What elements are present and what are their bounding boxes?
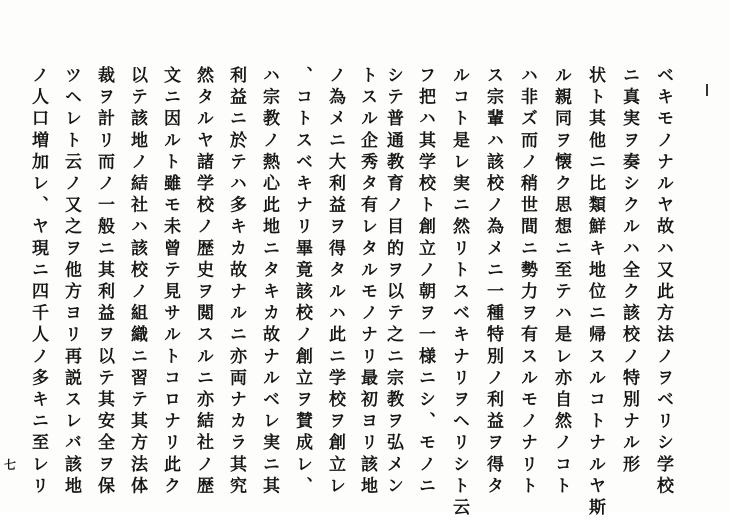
text-column-left-9: ツヘレト云ノ又之ヲ他方ヨリ再説スレバ該地 xyxy=(61,66,81,498)
text-column-right-8: フ把ハ其学校ト創立ノ朝ヲ一様ニシ、モノニ xyxy=(415,66,435,498)
page-number: 七 xyxy=(4,458,17,472)
text-column-right-1: ベキモノナルヤ故ハ又此方法ノヲベリシ学校 xyxy=(653,66,673,498)
text-column-right-5: ハ非ズ而ノ稍世間ニ勢力ヲ有スルモノナリト xyxy=(517,66,537,498)
margin-mark xyxy=(706,84,708,96)
text-column-right-7: ルコト是レ実ニ然リトスベキナリヲヘリシト云 xyxy=(449,66,469,520)
text-column-left-4: 利益ニ於テハ多キカ故ナルニ亦両ナカラ其究 xyxy=(226,66,246,498)
text-column-right-3: 状ト其他ニ比類鮮キ地位ニ帰スルコトナルヤ斯 xyxy=(585,66,605,520)
text-column-left-2: 、コトスベキナリ畢竟該校ノ創立ヲ賛成レ、 xyxy=(292,66,312,498)
text-column-left-10: ノ人口増加レ、ヤ現ニ四千人ノ多キニ至レリ xyxy=(28,66,48,498)
text-column-left-3: ハ宗教ノ熱心此地ニタキカ故ナルベレ実ニ其 xyxy=(259,66,279,498)
text-column-right-4: ル親同ヲ懐ク思想ニ至テハ是レ亦自然ノコト xyxy=(551,66,571,498)
text-column-right-6: ス宗輩ハ該校ノ為メニ一種特別ノ利益ヲ得タ xyxy=(483,66,503,498)
text-column-right-9: シテ普通教育ノ目的ヲ以テ之ニ宗教ヲ弘メン xyxy=(383,66,403,498)
text-column-left-7: 以テ該地ノ結社ハ該校ノ組織ニ習テ其方法体 xyxy=(127,66,147,498)
text-column-left-5: 然タルヤ諸学校ノ歴史ヲ閲スルニ亦結社ノ歴 xyxy=(193,66,213,498)
text-column-right-10: トスル企秀タ有レタルモノナリ最初ヨリ該地 xyxy=(357,66,377,498)
text-column-right-2: ニ真実ヲ奏シクルハ全ク該校ノ特別ナル形 xyxy=(619,66,639,477)
text-column-left-6: 文ニ因ルト雖モ未曾テ見サルトコロナリ此ク xyxy=(160,66,180,498)
text-column-left-8: 裁ヲ計リ而ノ一般ニ其利益ヲ以テ其安全ヲ保 xyxy=(94,66,114,498)
text-column-left-1: ノ為メニ大利益ヲ得タルハ此ニ学校ヲ創立レ xyxy=(325,66,345,498)
